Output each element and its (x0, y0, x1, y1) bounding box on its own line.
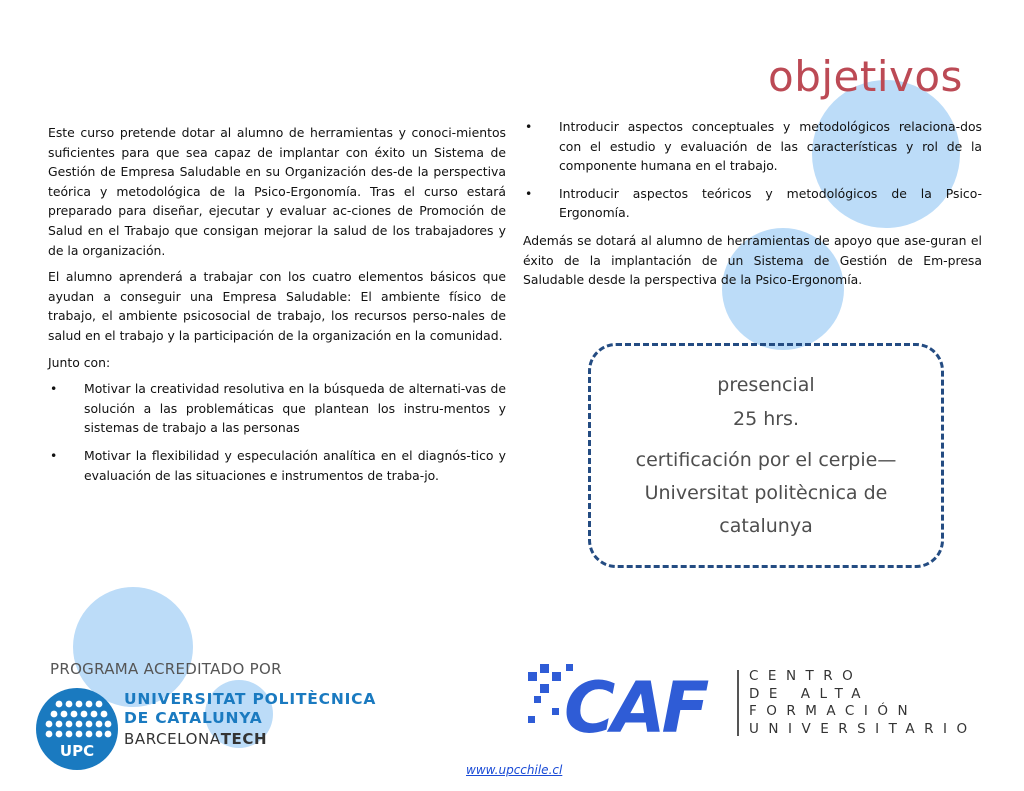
list-item-text: Introducir aspectos conceptuales y metodológicos relaciona-dos con el estudio y evaluación de las características y rol de la componente humana en el trabajo. (559, 119, 982, 174)
caf-logo (526, 662, 731, 742)
support-paragraph: Además se dotará al alumno de herramientas de apoyo que ase-guran el éxito de la implantación de un Sistema de Gestión de Em-presa Saludable desde la perspectiva de la Psico-Ergonomía. (523, 232, 982, 288)
intro-paragraph: Este curso pretende dotar al alumno de herramientas y conoci-mientos suficientes para que sea capaz de implantar con éxito un Sistema de Gestión de Empresa Saludable en su Organización des-de la perspectiva teórica y metodológica de la Psico-Ergonomía. Tras el curso estará preparado para diseñar, ejecutar y evaluar ac-ciones de Promoción de Salud en el Trabajo que consigan mejorar la salud de los trabajadores y de la organización. (48, 125, 506, 258)
list-item-text: Motivar la flexibilidad y especulación analítica en el diagnós-tico y evaluación de las situaciones e instrumentos de traba-jo. (84, 447, 506, 483)
list-item (48, 446, 506, 485)
caf-word-3: FORMACIÓN (749, 703, 918, 719)
upc-campus-tech: TECH (220, 730, 268, 748)
upc-campus-line (124, 728, 376, 750)
bullet-icon: • (525, 185, 533, 201)
caf-word-4: UNIVERSITARIO (749, 720, 977, 737)
elements-paragraph: El alumno aprenderá a trabajar con los cuatro elementos básicos que ayudan a conseguir una Empresa Saludable: El ambiente físico de trabajo, el ambiente psicosocial de trabajo, los recursos perso-nales de salud en el trabajo y la participación de la organización en la comunidad. (48, 269, 506, 343)
junto-con-label: Junto con: (48, 354, 111, 370)
list-item (48, 379, 506, 438)
caf-wordmark (749, 668, 977, 738)
caf-divider (737, 670, 739, 736)
list-item (523, 184, 982, 223)
upc-name-line1: UNIVERSITAT POLITÈCNICA (124, 690, 377, 708)
certification-text: certificación por el cerpie—Universitat politècnica de catalunya (635, 449, 897, 537)
website-link[interactable]: www.upcchile.cl (466, 763, 563, 777)
right-column (523, 117, 982, 297)
list-item-text: Introducir aspectos teóricos y metodológicos de la Psico-Ergonomía. (559, 185, 982, 221)
decor-circle-bottom-left (73, 587, 193, 707)
hours-text: 25 hrs. (732, 408, 799, 430)
left-column (48, 123, 506, 493)
upc-logo-text: UPC (59, 742, 95, 760)
modality-text: presencial (717, 374, 815, 396)
right-bullet-list (523, 117, 982, 223)
accredited-label: PROGRAMA ACREDITADO POR (50, 660, 282, 678)
bullet-icon: • (50, 381, 58, 397)
bullet-icon: • (525, 119, 533, 134)
left-bullet-list (48, 379, 506, 485)
caf-word-2: DE ALTA (749, 685, 871, 702)
upc-logo-icon (36, 688, 118, 770)
caf-pixel-icon (526, 662, 731, 738)
upc-wordmark (124, 690, 376, 750)
course-info-box (588, 343, 944, 568)
list-item (523, 117, 982, 176)
caf-word-1: CENTRO (749, 668, 863, 684)
upc-campus-city: BARCELONA (124, 730, 221, 748)
page-title: objetivos (768, 52, 963, 101)
upc-name-line2: DE CATALUNYA (124, 709, 263, 727)
list-item-text: Motivar la creatividad resolutiva en la búsqueda de alternati-vas de solución a las problemáticas que plantean los instru-mentos y sistemas de trabajo a las personas (84, 381, 506, 436)
bullet-icon: • (50, 447, 58, 463)
caf-logo-text: CAF (564, 667, 706, 738)
